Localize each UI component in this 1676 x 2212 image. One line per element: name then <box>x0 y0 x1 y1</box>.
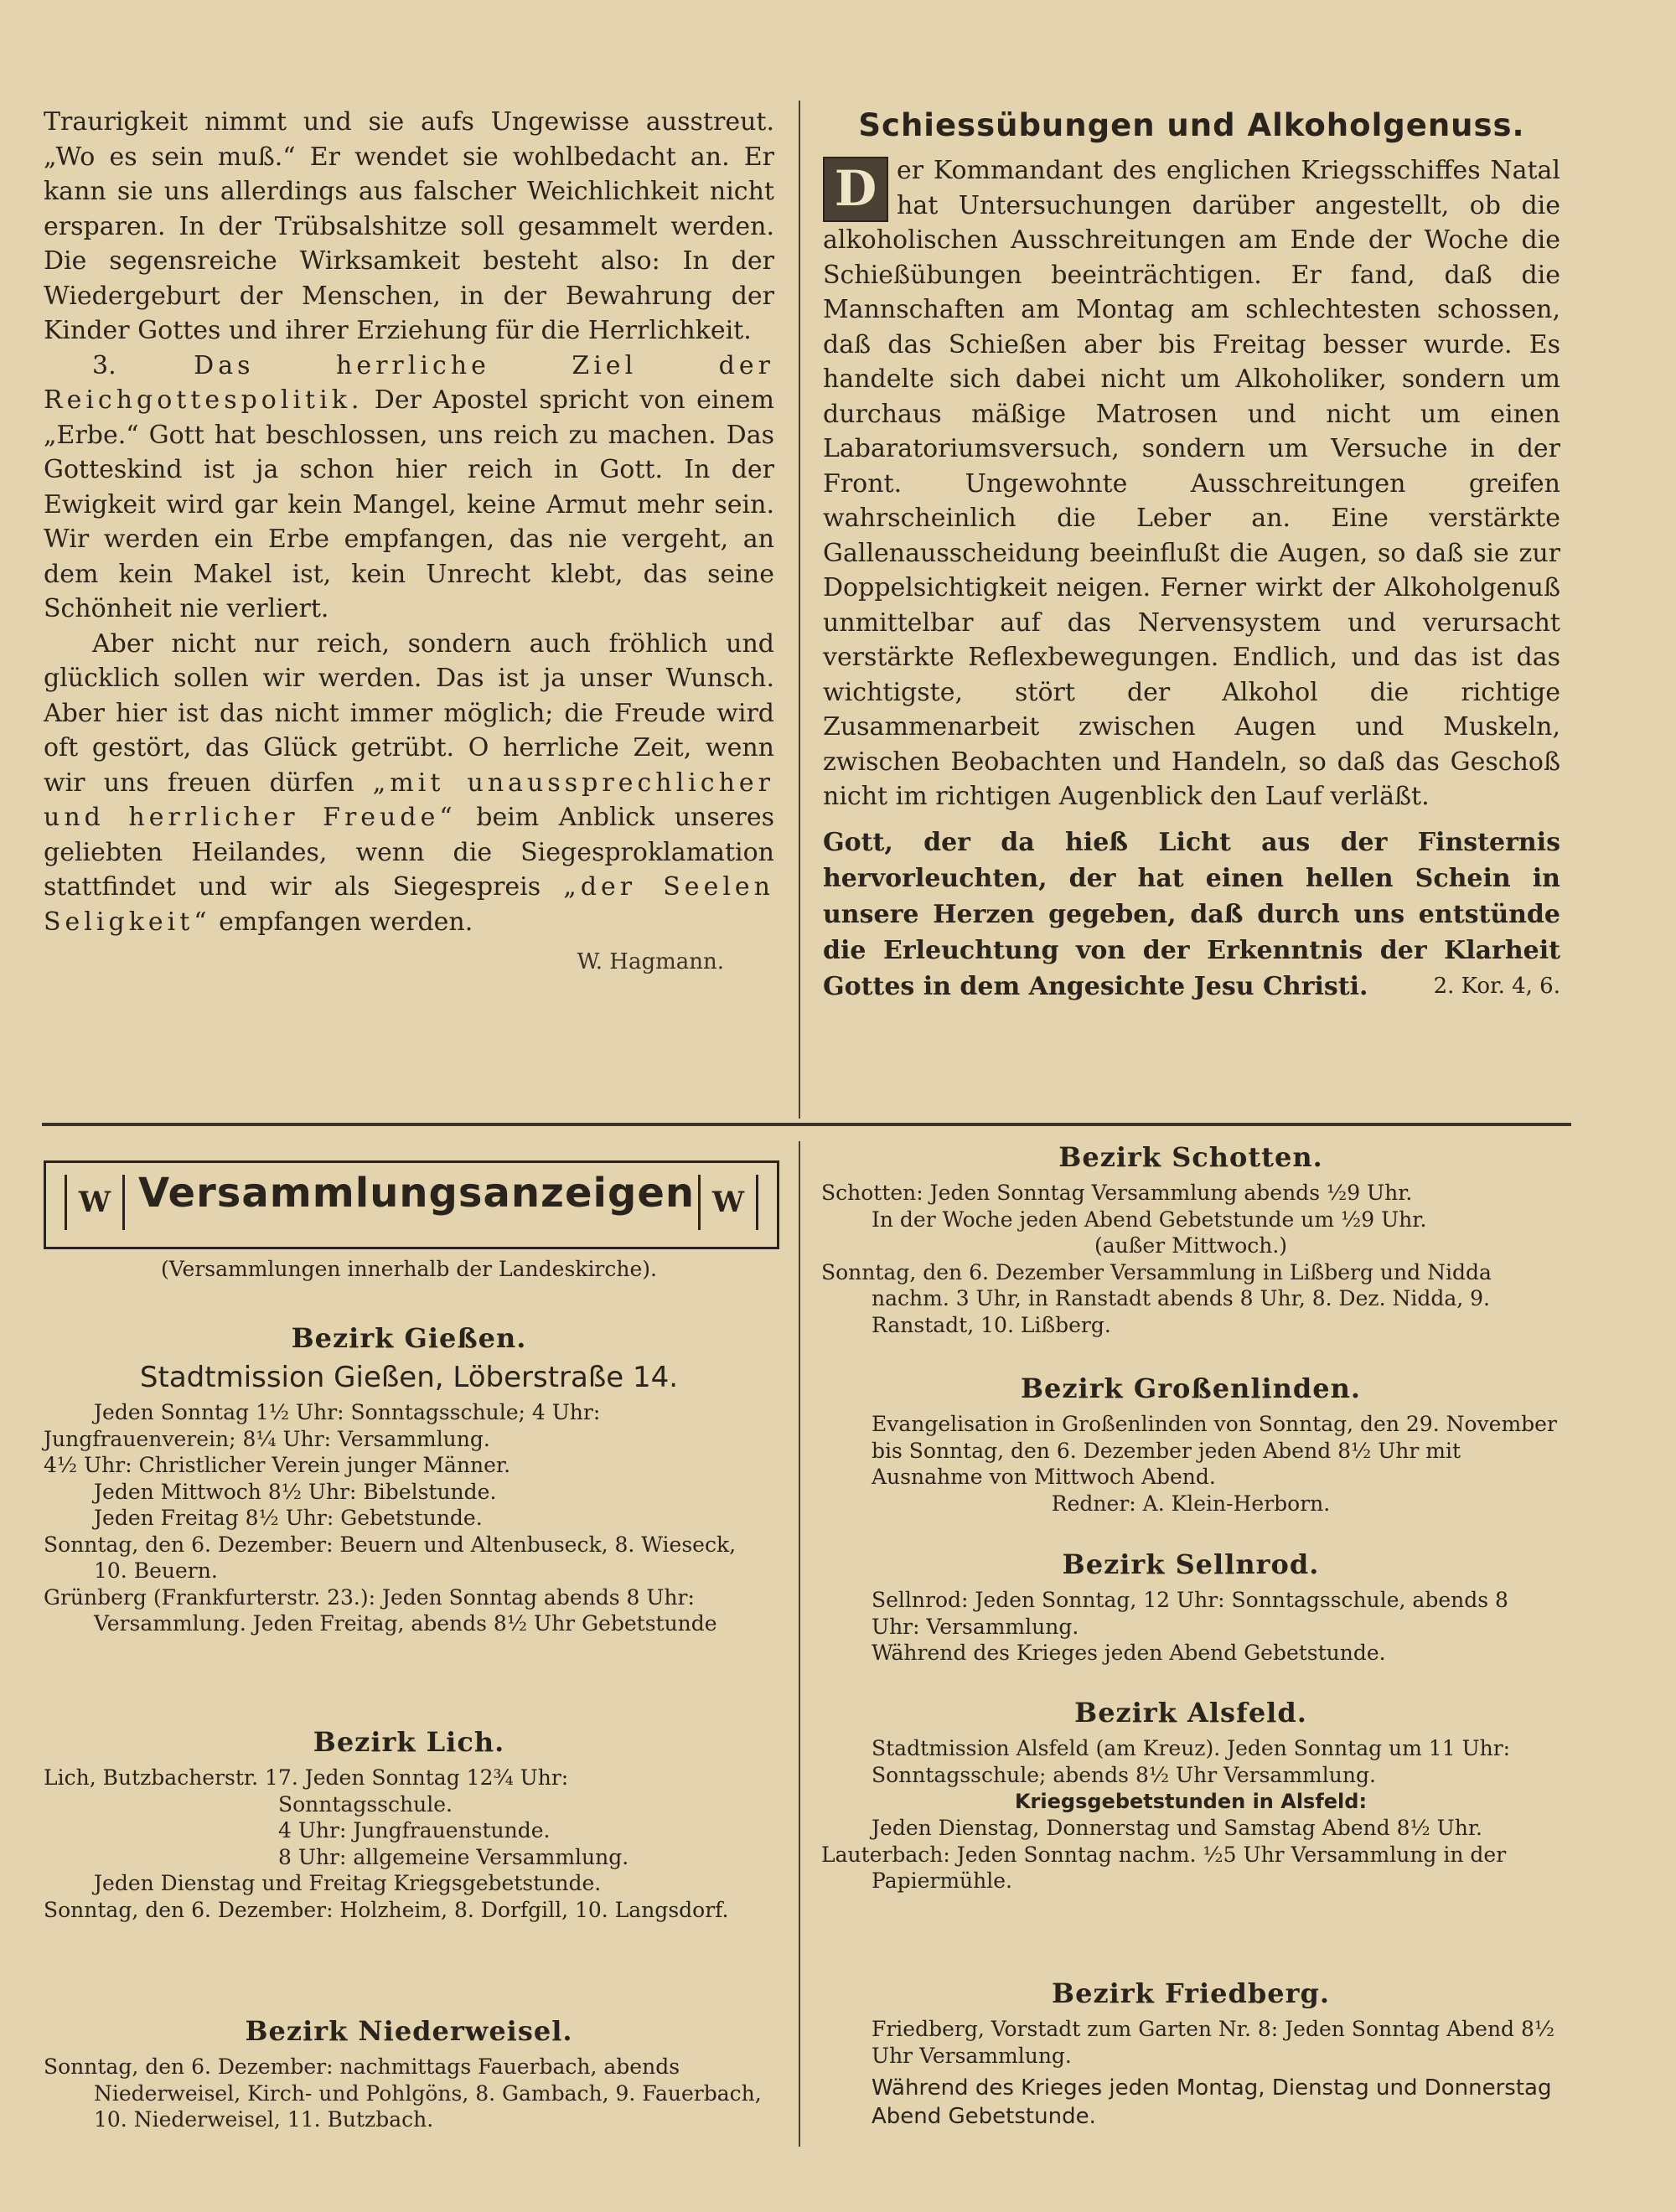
left-article-paragraph-1: Traurigkeit nimmt und sie aufs Ungewisse ausstreut. „Wo es sein muß.“ Er wendet sie wohlbedacht an. Er kann sie uns allerdings aus falscher Weichlichkeit nicht ersparen. In der Trübsalshitze soll gesammelt werden. Die segensreiche Wirksamkeit besteht also: In der Wiedergeburt der Menschen, in der Bewahrung der Kinder Gottes und ihrer Erziehung für die Herrlichkeit. <box>44 107 774 345</box>
left-article-paragraph-3 <box>44 627 774 940</box>
point-number: 3. <box>92 350 116 380</box>
verse-reference: 2. Kor. 4, 6. <box>1433 973 1560 999</box>
right-article <box>823 107 1560 1005</box>
district-heading: Bezirk Niederweisel. <box>245 2015 573 2047</box>
quote-salvation: „der Seelen Seligkeit“ <box>44 872 774 937</box>
district-alsfeld <box>821 1697 1560 1894</box>
schedule-line: Jungfrauenverein; 8¼ Uhr: Versammlung. <box>44 1426 490 1451</box>
district-heading: Bezirk Sellnrod. <box>1062 1548 1320 1580</box>
district-heading: Bezirk Alsfeld. <box>1074 1697 1307 1729</box>
bible-verse <box>823 824 1560 1005</box>
schedule-line: Redner: A. Klein-Herborn. <box>1051 1491 1331 1516</box>
schedule-line: Sonntagsschule. <box>278 1791 453 1817</box>
schedule-line: Evangelisation in Großenlinden von Sonntag, den 29. November bis Sonntag, den 6. Dezember jeden Abend 8½ Uhr mit Ausnahme von Mittwoch Abend. <box>872 1412 1557 1489</box>
district-heading: Bezirk Friedberg. <box>1052 1977 1330 2009</box>
quote-joy: „mit unaussprechlicher und herrlicher Freude“ <box>44 767 774 832</box>
left-article-paragraph-2 <box>44 349 774 627</box>
ornament-icon-right: W <box>698 1175 758 1230</box>
paragraph-text: beim Anblick unseres geliebten Heilandes, wenn die Siegesproklamation stattfindet und wir als Siegespreis <box>44 803 774 902</box>
author-signature: W. Hagmann. <box>577 949 724 974</box>
announcements-header-box <box>44 1160 779 1249</box>
article-title: Schiessübungen und Alkoholgenuss. <box>858 107 1525 143</box>
drop-cap: D <box>823 157 888 222</box>
verse-text: Gott, der da hieß Licht aus der Finsternis hervorleuchten, der hat einen hellen Schein in unsere Herzen gegeben, daß durch uns entstünde die Erleuchtung von der Erkenntnis der Klarheit Gottes in dem Angesichte Jesu Christi. <box>823 827 1560 1001</box>
district-subheading: Stadtmission Gießen, Löberstraße 14. <box>139 1361 679 1394</box>
paragraph-text: Aber nicht nur reich, sondern auch fröhlich und glücklich sollen wir werden. Das ist ja unser Wunsch. Aber hier ist das nicht immer möglich; die Freude wird oft gestört, das Glück getrübt. O herrliche Zeit, wenn wir uns freuen dürfen <box>44 628 774 798</box>
schedule-line: Friedberg, Vorstadt zum Garten Nr. 8: Jeden Sonntag Abend 8½ Uhr Versammlung. <box>872 2017 1555 2068</box>
announcements-title: Versammlungsanzeigen <box>138 1170 696 1217</box>
district-lich <box>44 1726 774 1923</box>
schedule-line: (außer Mittwoch.) <box>1094 1233 1288 1258</box>
schedule-line: Jeden Dienstag, Donnerstag und Samstag Abend 8½ Uhr. <box>872 1816 1482 1840</box>
schedule-line: 4½ Uhr: Christlicher Verein junger Männer. <box>44 1453 511 1477</box>
district-subheading: Kriegsgebetstunden in Alsfeld: <box>1014 1790 1368 1813</box>
district-heading: Bezirk Gießen. <box>291 1322 527 1354</box>
schedule-line: Stadtmission Alsfeld (am Kreuz). Jeden Sonntag um 11 Uhr: Sonntagsschule; abends 8½ Uhr Versammlung. <box>872 1736 1511 1787</box>
schedule-line: Jeden Mittwoch 8½ Uhr: Bibelstunde. <box>94 1479 497 1504</box>
schedule-line: Jeden Dienstag und Freitag Kriegsgebetstunde. <box>94 1871 602 1895</box>
schedule-line: Während des Krieges jeden Abend Gebetstunde. <box>872 1641 1386 1665</box>
point-text: Der Apostel spricht von einem „Erbe.“ Gott hat beschlossen, uns reich zu machen. Das Gotteskind ist ja schon hier reich in Gott. In der Ewigkeit wird gar kein Mangel, keine Armut mehr sein. Wir werden ein Erbe empfangen, das nie vergeht, an dem kein Makel ist, kein Unrecht klebt, das seine Schönheit nie verliert. <box>44 385 774 623</box>
schedule-line: Sonntag, den 6. Dezember: Holzheim, 8. Dorfgill, 10. Langsdorf. <box>44 1897 729 1922</box>
announcements-note: (Versammlungen innerhalb der Landeskirche). <box>161 1257 657 1281</box>
schedule-line: Sellnrod: Jeden Sonntag, 12 Uhr: Sonntagsschule, abends 8 Uhr: Versammlung. <box>872 1588 1508 1639</box>
schedule-line: Sonntag, den 6. Dezember Versammlung in Lißberg und Nidda nachm. 3 Uhr, in Ranstadt abends 8 Uhr, 8. Dez. Nidda, 9. Ranstadt, 10. Lißberg. <box>821 1259 1492 1337</box>
column-divider-bottom <box>799 1141 800 2147</box>
paragraph-text: empfangen werden. <box>219 907 473 937</box>
schedule-line: In der Woche jeden Abend Gebetstunde um ½9 Uhr. <box>872 1207 1427 1232</box>
district-heading: Bezirk Schotten. <box>1058 1141 1323 1173</box>
district-friedberg <box>821 1977 1560 2131</box>
district-giessen <box>44 1322 774 1637</box>
horizontal-divider <box>42 1123 1571 1126</box>
left-article <box>44 105 774 974</box>
article-body: er Kommandant des englichen Kriegsschiffes Natal hat Untersuchungen darüber angestellt, ob die alkoholischen Ausschreitungen am Ende der Woche die Schießübungen beeinträchtigen. Er fand, daß die Mannschaften am Montag am schlechtesten schossen, daß das Schießen aber bis Freitag besser wurde. Es handelte sich dabei nicht um Alkoholiker, sondern um durchaus mäßige Matrosen und nicht um einen Labaratoriumsversuch, sondern um Versuche in der Front. Ungewohnte Ausschreitungen greifen wahrscheinlich die Leber an. Eine verstärkte Gallenausscheidung beeinflußt die Augen, so daß sie zur Doppelsichtigkeit neigen. Ferner wirkt der Alkoholgenuß unmittelbar auf das Nervensystem und verursacht verstärkte Reflexbewegungen. Endlich, und das ist das wichtigste, stört der Alkohol die richtige Zusammenarbeit zwischen Augen und Muskeln, zwischen Beobachten und Handeln, so daß das Geschoß nicht im richtigen Augenblick den Lauf verläßt. <box>823 156 1560 811</box>
point-heading: Das herrliche Ziel der Reichgottespolitik. <box>44 350 774 415</box>
district-niederweisel <box>44 2015 774 2133</box>
schedule-line: Sonntag, den 6. Dezember: Beuern und Altenbuseck, 8. Wieseck, 10. Beuern. <box>44 1532 737 1583</box>
schedule-line: Jeden Sonntag 1½ Uhr: Sonntagsschule; 4 Uhr: <box>94 1400 601 1424</box>
schedule-line: Lauterbach: Jeden Sonntag nachm. ½5 Uhr Versammlung in der Papiermühle. <box>821 1842 1507 1893</box>
schedule-line: 8 Uhr: allgemeine Versammlung. <box>278 1844 629 1869</box>
district-grossenlinden <box>821 1372 1560 1517</box>
district-heading: Bezirk Lich. <box>313 1726 505 1758</box>
schedule-line: Sonntag, den 6. Dezember: nachmittags Fauerbach, abends Niederweisel, Kirch- und Pohlgöns, 8. Gambach, 9. Fauerbach, 10. Niederweisel, 11. Butzbach. <box>44 2054 762 2132</box>
schedule-line: Grünberg (Frankfurterstr. 23.): Jeden Sonntag abends 8 Uhr: Versammlung. Jeden Freitag, abends 8½ Uhr Gebetstunde <box>44 1584 717 1636</box>
schedule-line: Lich, Butzbacherstr. 17. Jeden Sonntag 12¾ Uhr: <box>44 1765 569 1790</box>
ornament-icon-left: W <box>65 1175 125 1230</box>
schedule-line: Schotten: Jeden Sonntag Versammlung abends ½9 Uhr. <box>821 1181 1413 1205</box>
schedule-line: 4 Uhr: Jungfrauenstunde. <box>278 1818 551 1842</box>
district-schotten <box>821 1141 1560 1338</box>
district-sellnrod <box>821 1548 1560 1667</box>
district-heading: Bezirk Großenlinden. <box>1020 1372 1362 1404</box>
schedule-line: Jeden Freitag 8½ Uhr: Gebetstunde. <box>94 1506 483 1530</box>
column-divider-top <box>799 101 800 1119</box>
schedule-line: Während des Krieges jeden Montag, Dienstag und Donnerstag Abend Gebetstunde. <box>872 2075 1552 2129</box>
